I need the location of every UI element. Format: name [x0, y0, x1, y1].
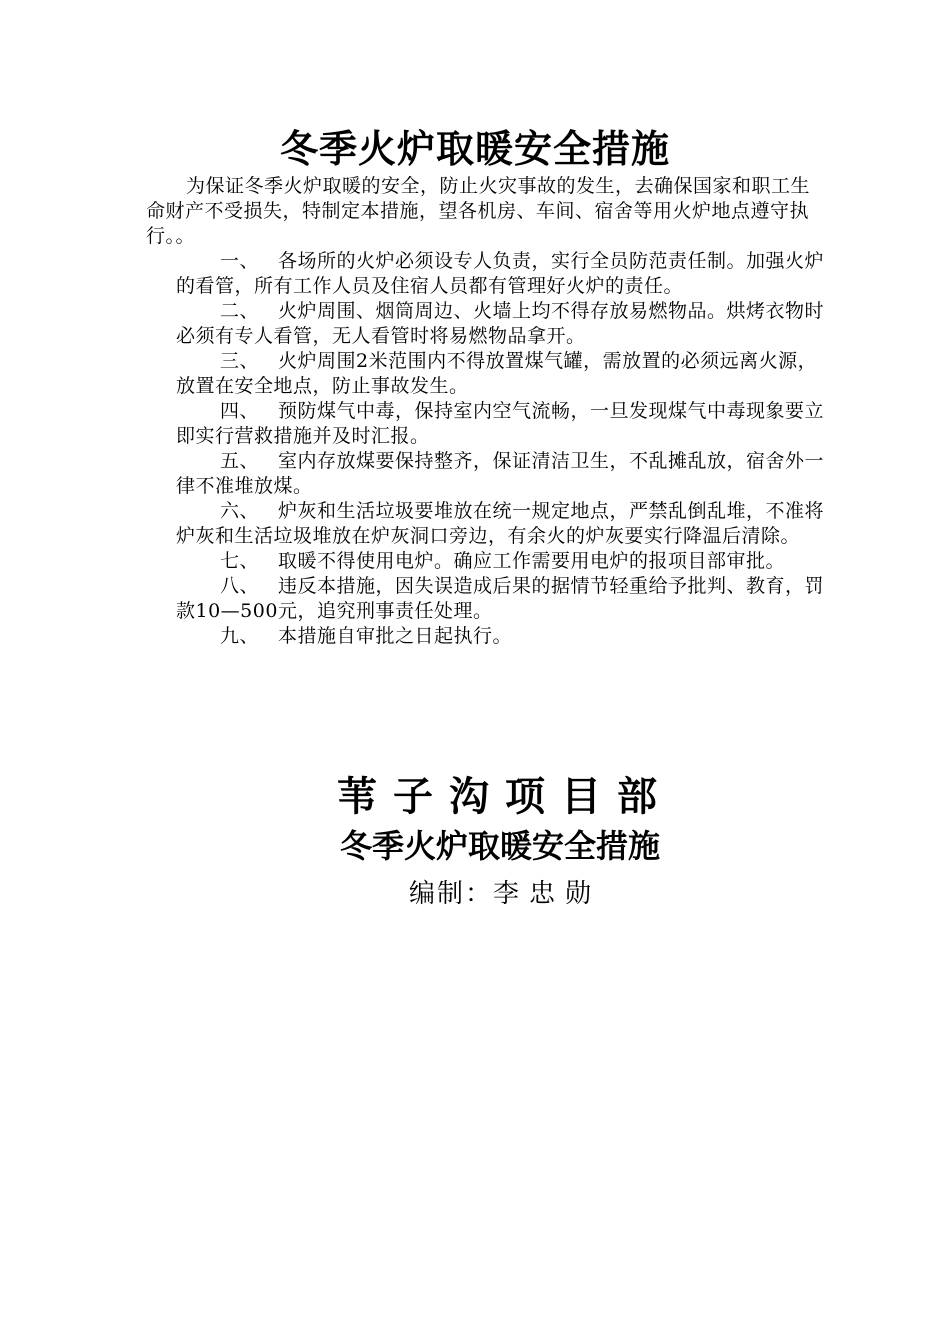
list-item [176, 499, 824, 549]
author-name: 李忠勋 [493, 879, 602, 909]
item-number: 四、 [220, 400, 260, 422]
list-item [176, 449, 824, 499]
organization-name: 苇子沟项目部 [337, 773, 673, 820]
item-number: 三、 [220, 350, 260, 372]
list-item [176, 574, 824, 624]
item-text: 取暖不得使用电炉。确应工作需要用电炉的报项目部审批。 [278, 550, 786, 572]
item-text: 火炉周围、烟筒周边、火墙上均不得存放易燃物品。烘烤衣物时必须有专人看管，无人看管时将易燃物品拿开。 [176, 300, 825, 347]
author-line [0, 874, 950, 914]
item-number: 七、 [220, 550, 260, 572]
item-number: 五、 [220, 450, 260, 472]
item-text: 各场所的火炉必须设专人负责，实行全员防范责任制。加强火炉的看管，所有工作人员及住宿人员都有管理好火炉的责任。 [176, 250, 825, 297]
item-number: 八、 [220, 575, 260, 597]
item-number: 九、 [220, 625, 260, 647]
item-text: 室内存放煤要保持整齐，保证清洁卫生，不乱摊乱放，宿舍外一律不准堆放煤。 [176, 450, 825, 497]
item-text: 预防煤气中毒，保持室内空气流畅，一旦发现煤气中毒现象要立即实行营救措施并及时汇报。 [176, 400, 825, 447]
list-item [176, 549, 824, 574]
list-item [176, 624, 824, 649]
intro-paragraph: 为保证冬季火炉取暖的安全，防止火灾事故的发生，去确保国家和职工生命财产不受损失，特制定本措施，望各机房、车间、宿舍等用火炉地点遵守执行。。 [146, 175, 811, 247]
list-item [176, 299, 824, 349]
measures-list [176, 249, 824, 649]
list-item [176, 349, 824, 399]
footer-subtitle: 冬季火炉取暖安全措施 [339, 827, 660, 865]
item-number: 二、 [220, 300, 260, 322]
item-number: 一、 [220, 250, 260, 272]
list-item [176, 249, 824, 299]
author-label: 编制： [408, 879, 493, 909]
item-text: 火炉周围2米范围内不得放置煤气罐，需放置的必须远离火源，放置在安全地点，防止事故发生。 [176, 350, 818, 397]
item-text: 本措施自审批之日起执行。 [278, 625, 513, 647]
item-text: 炉灰和生活垃圾要堆放在统一规定地点，严禁乱倒乱堆，不准将炉灰和生活垃圾堆放在炉灰洞口旁边，有余火的炉灰要实行降温后清除。 [176, 500, 825, 547]
item-text: 违反本措施，因失误造成后果的据情节轻重给予批判、教育，罚款10—500元，追究刑事责任处理。 [176, 575, 825, 622]
document-title: 冬季火炉取暖安全措施 [279, 126, 670, 171]
list-item [176, 399, 824, 449]
item-number: 六、 [220, 500, 260, 522]
